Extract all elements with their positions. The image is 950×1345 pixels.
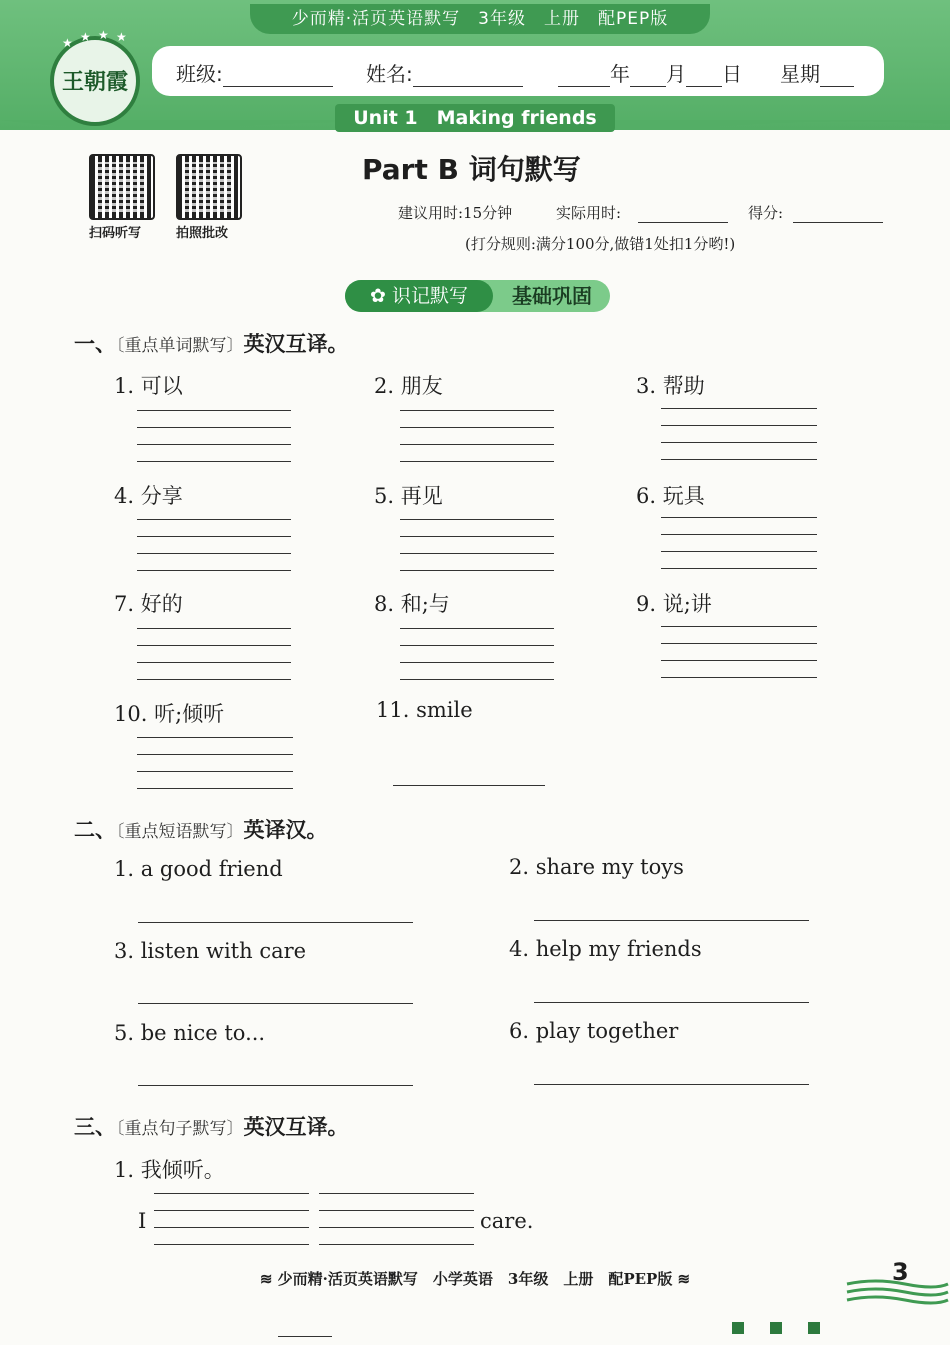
answer-blank[interactable] <box>534 920 809 921</box>
weekday-field[interactable]: 星期 <box>780 58 854 87</box>
name-field[interactable]: 姓名: <box>366 58 523 87</box>
grade-qr-code[interactable] <box>176 154 242 220</box>
phrase-item: 5. be nice to... <box>114 1021 266 1045</box>
student-info-box <box>152 46 884 96</box>
qr-label: 扫码听写 <box>89 226 142 241</box>
star-icon: ★ <box>98 28 109 42</box>
footer-text: ≋ 少而精·活页英语默写 小学英语 3年级 上册 配PEP版 ≋ <box>259 1270 691 1288</box>
phrase-item: 1. a good friend <box>114 857 283 881</box>
bottom-mark <box>278 1336 332 1337</box>
date-field[interactable]: 年 月 日 <box>558 58 742 87</box>
suggested-time: 建议用时:15分钟 <box>398 204 513 222</box>
page-title: Part B 词句默写 <box>362 153 581 186</box>
scoring-rule: (打分规则:满分100分,做错1处扣1分哟!) <box>465 235 736 253</box>
word-item: 4. 分享 <box>114 484 183 508</box>
word-item: 11. smile <box>376 698 473 722</box>
class-field[interactable]: 班级: <box>176 58 333 87</box>
star-icon: ★ <box>62 36 73 50</box>
phrase-item: 4. help my friends <box>509 937 702 961</box>
answer-blank[interactable] <box>138 922 413 923</box>
answer-blank[interactable] <box>138 1003 413 1004</box>
sentence-item: 1. 我倾听。 <box>114 1158 225 1182</box>
word-item: 6. 玩具 <box>636 484 705 508</box>
score-blank[interactable] <box>793 222 883 223</box>
listen-qr-code[interactable] <box>89 154 155 220</box>
registration-mark <box>732 1322 744 1334</box>
section3-heading: 三、〔重点句子默写〕英汉互译。 <box>74 1115 349 1139</box>
unit-title: Unit 1 Making friends <box>335 104 615 132</box>
banner-right: 基础巩固 <box>512 284 592 308</box>
logo-text: 王朝霞 <box>61 69 128 95</box>
wave-ornament-icon <box>845 1278 950 1306</box>
word-item: 8. 和;与 <box>374 592 450 616</box>
sentence-start: I <box>138 1209 147 1233</box>
answer-blank[interactable] <box>534 1002 809 1003</box>
phrase-item: 3. listen with care <box>114 939 307 963</box>
answer-blank[interactable] <box>534 1084 809 1085</box>
score-label: 得分: <box>748 204 784 222</box>
section1-heading: 一、〔重点单词默写〕英汉互译。 <box>74 332 349 356</box>
qr-label: 拍照批改 <box>176 226 229 241</box>
actual-time-label: 实际用时: <box>556 204 622 222</box>
section2-heading: 二、〔重点短语默写〕英译汉。 <box>74 818 328 842</box>
registration-mark <box>808 1322 820 1334</box>
sentence-end: care. <box>480 1209 534 1233</box>
answer-blank[interactable] <box>393 785 545 786</box>
actual-time-blank[interactable] <box>638 222 728 223</box>
answer-blank[interactable] <box>138 1085 413 1086</box>
star-icon: ★ <box>116 30 127 44</box>
phrase-item: 2. share my toys <box>509 855 684 879</box>
word-item: 1. 可以 <box>114 374 183 398</box>
word-item: 3. 帮助 <box>636 374 705 398</box>
word-item: 5. 再见 <box>374 484 443 508</box>
word-item: 2. 朋友 <box>374 374 443 398</box>
word-item: 7. 好的 <box>114 592 183 616</box>
section-banner <box>345 280 610 312</box>
word-item: 9. 说;讲 <box>636 592 712 616</box>
word-item: 10. 听;倾听 <box>114 702 225 726</box>
phrase-item: 6. play together <box>509 1019 679 1043</box>
star-icon: ★ <box>80 30 91 44</box>
series-title: 少而精·活页英语默写 3年级 上册 配PEP版 <box>250 4 710 34</box>
banner-left: ✿ 识记默写 <box>345 280 493 312</box>
page-number: 3 <box>892 1258 909 1286</box>
registration-mark <box>770 1322 782 1334</box>
